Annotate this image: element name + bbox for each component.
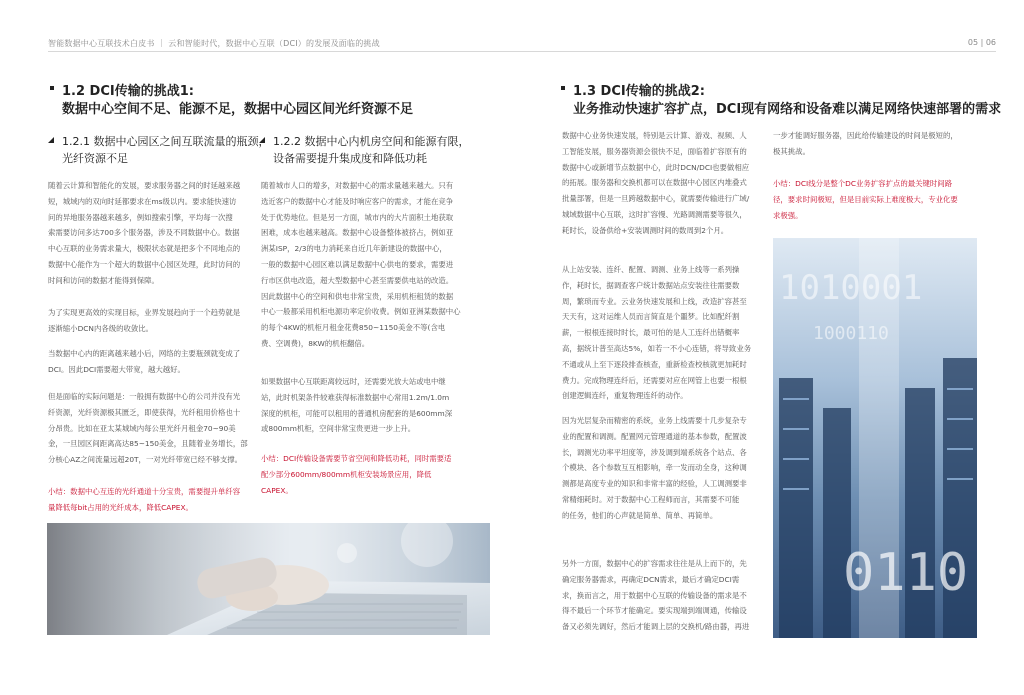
binary-overlay-text: 1010001: [779, 268, 923, 308]
section-bullet-icon: [561, 86, 565, 90]
section-1-3-title: [573, 83, 1001, 119]
paragraph: 数据中心业务快速发展，特别是云计算、游戏、视频、人 工智能发展，服务器资源会很快不足，面临着扩容原有的 数据中心或新增节点数据中心，此时DCN/DCI也要做相应 的拓展。服务器和交换机都可以在数据中心园区内堆叠式 批量部署，但是一旦跨越数据中心，就需要传输进行广域/ 城域数据中心互联，这时扩容慢、光路调测需要等很久， 耗时长，设备供给+安装调测时间的数周到2个月。: [562, 131, 750, 235]
paragraph: 一步才能调好服务器，因此给传输建设的时间是极短的， 极其挑战。: [773, 131, 958, 156]
subsection-1-2-1-heading: [62, 133, 269, 167]
subsection-heading-line2: 设备需要提升集成度和降低功耗: [273, 152, 427, 165]
section-number: 1.3 DCI传输的挑战2:: [573, 84, 705, 99]
laptop-typing-photo: [47, 523, 490, 635]
section-1-2-title: [62, 83, 413, 119]
paragraph: 随着城市人口的增多，对数据中心的需求量越来越大。只有 选近客户的数据中心才能及时响应客户的需求，才能在竞争 处于优势地位。但是另一方面，城市内的大片面积土地获取 困难，成本也越来越高。数据中心设备整体被挤占，例如亚 洲某ISP，2/3的电力消耗来自近几年新建设的数据中心， 一般的数据中心园区难以满足数据中心供电的要求，需要进 行市区供电改造，超大型数据中心甚至需要供电站的改造。 因此数据中心的空间和供电非常宝贵，采用机柜租赁的数据 中心一般都采用机柜电源功率定价收费。例如亚洲某数据中心 的每个4KW的机柜月租金花费850~1150美金不等(含电 费、空调费)，8KW的机柜翻倍。: [261, 181, 461, 348]
page-header-title: 智能数据中心互联技术白皮书 ｜ 云和智能时代，数据中心互联（DCI）的发展及面临的挑战: [48, 39, 380, 48]
subsection-heading-line1: 1.2.1 数据中心园区之间互联流量的瓶颈，: [62, 135, 270, 148]
section-subtitle: 数据中心空间不足、能源不足，数据中心园区间光纤资源不足: [62, 102, 414, 117]
paragraph: 因为光层复杂而精密的系统，业务上线需要十几步复杂专 业的配置和调测。配置网元管理通道的基本参数，配置波 长，调测光功率平坦度等，涉及调到端系统各个站点、各 个模块、各个参数互互相影响，牵一发而动全身，这种调 测都是高度专业的知识和非常丰富的经验，人工调测要非 常精细耗时。对于数据中心工程师而言，其需要不可能 的任务，他们的心声就是简单、简单、再简单。: [562, 416, 747, 520]
laptop-illustration: [47, 523, 490, 635]
summary-note: 小结：DCI线分是整个DC业务扩容扩点的最关键时间路 径，要求时间极短，但是目前实际上难度极大，专业化要 求极强。: [773, 179, 958, 220]
binary-overlay-text: 0110: [843, 543, 969, 603]
summary-note: 小结：DCI传输设备需要节省空间和降低功耗，同时需要适 配少部分600mm/800mm机柜安装场景应用，降低 CAPEX。: [261, 454, 452, 495]
binary-overlay-text: 1000110: [813, 323, 889, 344]
section-bullet-icon: [50, 86, 54, 90]
section-subtitle: 业务推动快速扩容扩点，DCI现有网络和设备难以满足网络快速部署的需求: [573, 102, 1002, 117]
section-number: 1.2 DCI传输的挑战1:: [62, 84, 194, 99]
page-number: 05 | 06: [967, 38, 996, 47]
paragraph: 但是面临的实际问题是：一般拥有数据中心的公司并没有光 纤资源，光纤资源极其匮乏，即使获得，光纤租用价格也十 分昂贵。比如在亚太某城域内每公里光纤月租金70~90美 金，一旦园区间距离高达85~150美金，且随着业务增长，部 分核心AZ之间流量远超20T，一对光纤带宽已经不够支撑。: [48, 392, 248, 465]
paragraph: 另外一方面，数据中心的扩容需求往往是从上而下的，先 确定服务器需求，再确定DCN需求，最后才确定DCI需 求，换而言之，用于数据中心互联的传输设备的需求是不 得不最后一个环节才能确定。要实现端到端调通，传输设 备又必须先调好，然后才能调上层的交换机/路由器，再进: [562, 559, 750, 632]
subsection-heading-line1: 1.2.2 数据中心内机房空间和能源有限，: [273, 135, 470, 148]
header-divider: [48, 51, 996, 52]
server-room-binary-photo: [773, 238, 977, 638]
triangle-bullet-icon: [48, 137, 54, 143]
subsection-1-2-2-heading: [273, 133, 469, 167]
paragraph: 为了实现更高效的实现目标，业界发展趋向于一个趋势就是 逐渐缩小DCN内各级的收敛比。: [48, 308, 241, 333]
paragraph: 如果数据中心互联距离较远时，还需要光放大站或电中继 站，此时机架条件较难获得标准数据中心常用1.2m/1.0m 深度的机柜，可能可以租用的普通机房配套的是600mm深 或800mm机柜，空间非常宝贵更进一步上升。: [261, 377, 453, 434]
triangle-bullet-icon: [259, 137, 265, 143]
paragraph: 当数据中心内的距离越来越小后，网络的主要瓶颈就变成了 DCI。因此DCI需要超大带宽，越大越好。: [48, 349, 241, 374]
paragraph: 随着云计算和智能化的发展，要求服务器之间的时延越来越 短，城域内的双向时延都要求在ms级以内。要求能快速访 问的异地服务器越来越多，例如搜索引擎，平均每一次搜 索需要访问多达700多个服务器，涉及不同数据中心。数据 中心互联的业务需求量大，极限状态就是把多个不同地点的 数据中心能作为一个超大的数据中心园区处理，此时访问的 时间和访问的数据才能得到保障。: [48, 181, 241, 285]
paragraph: 从上站安装、连纤、配置、调测、业务上线等一系列操 作，耗时长，据调查客户统计数据站点安装往往需要数 周，繁琐而专业。云业务快速发展和上线，改造扩容甚至 天天有，这对运维人员而言简直是个噩梦。比如配纤割 薪，一根根连接时时长，最可怕的是人工连纤出错概率 高，据统计普至高达5%，如若一不小心连错，将导致业务 不通或从上至下逐段排查核查，重新检查校核就更加耗时 费力。完成物理连纤后，还需要对应在网管上也要一根根 创建逻辑连纤，重复物理连纤的动作。: [562, 265, 752, 401]
subsection-heading-line2: 光纤资源不足: [62, 152, 128, 165]
summary-note: 小结：数据中心互连的光纤通道十分宝贵，需要提升单纤容 量降低每bit占用的光纤成本，降低CAPEX。: [48, 487, 241, 512]
